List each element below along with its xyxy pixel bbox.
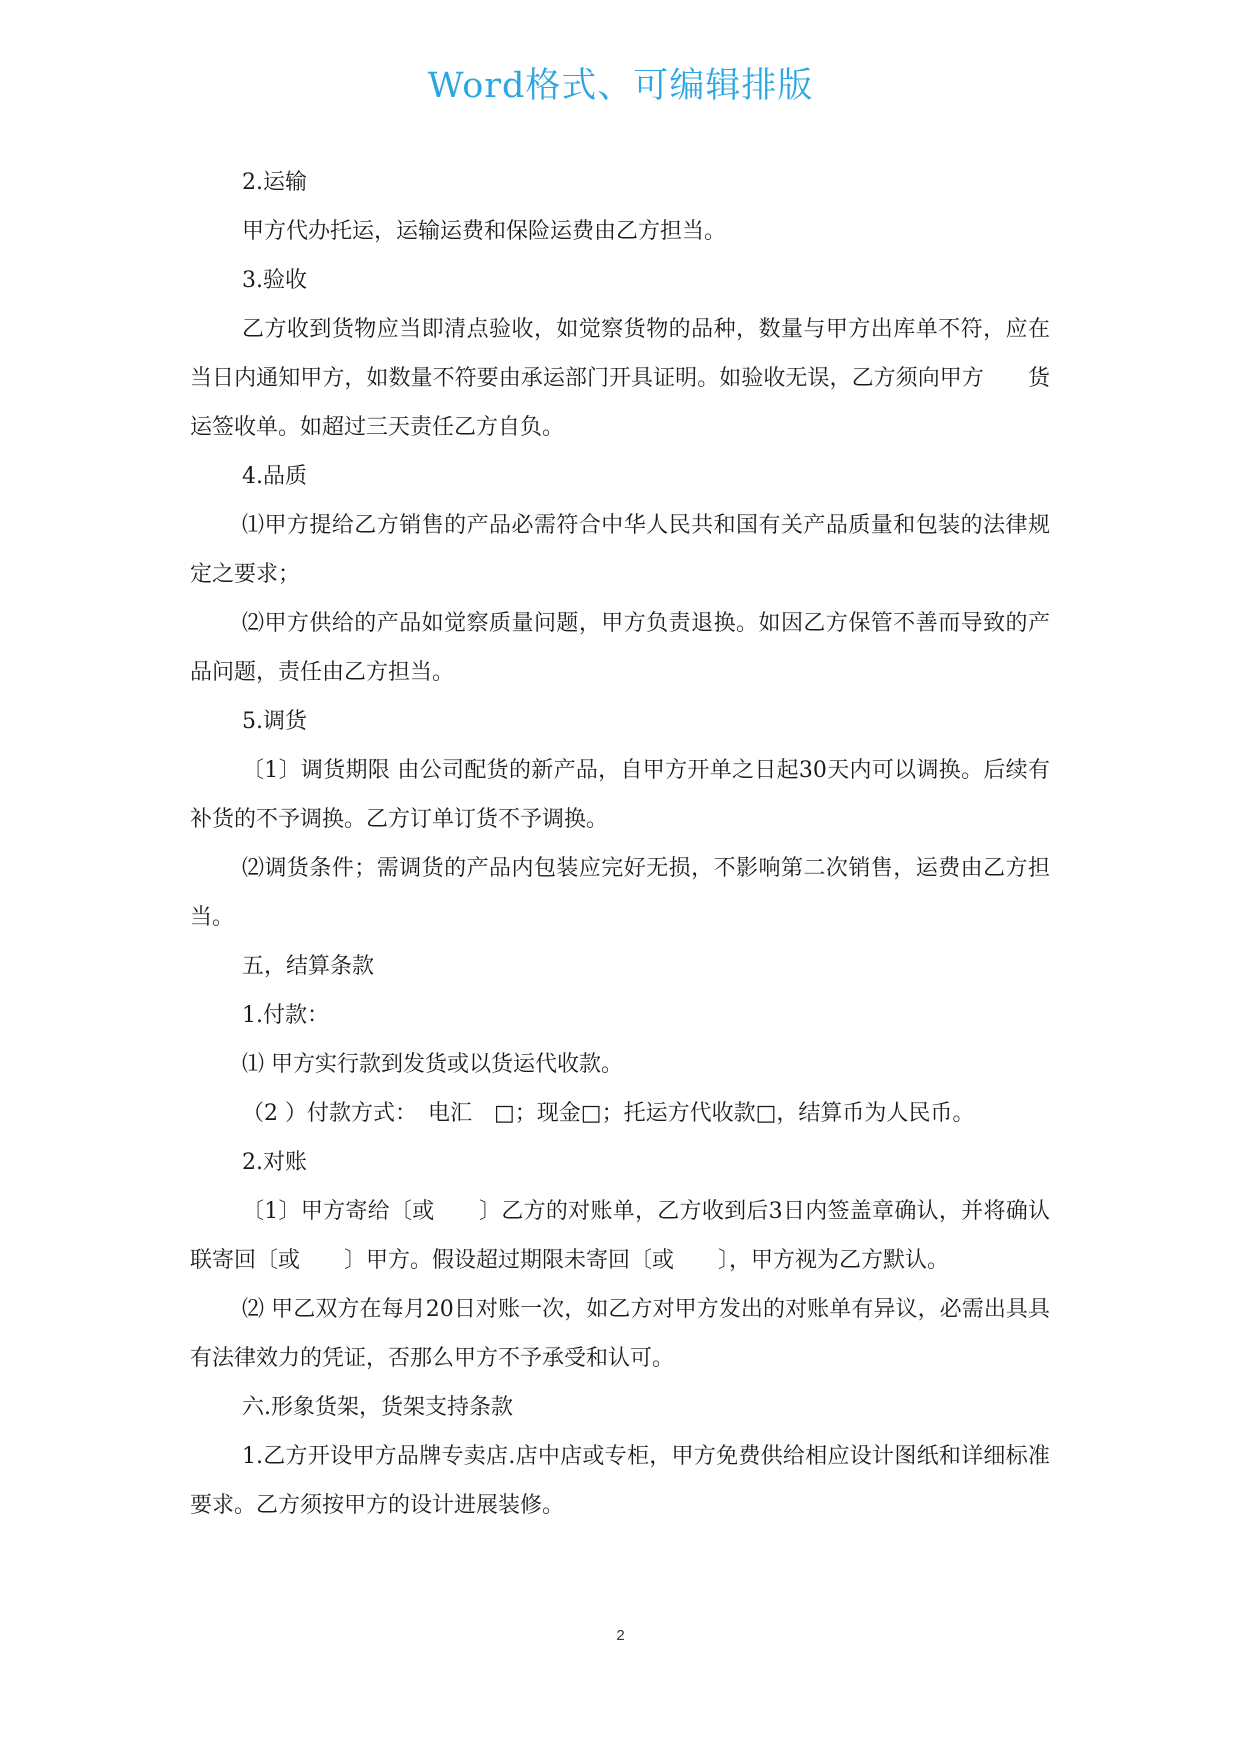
paragraph: 4.品质 xyxy=(242,464,307,489)
document-header-title: Word格式、可编辑排版 xyxy=(427,66,814,106)
paragraph: 2.对账 xyxy=(242,1150,307,1175)
paragraph: ⑵调货条件；需调货的产品内包装应完好无损，不影响第二次销售，运费由乙方担当。 xyxy=(190,856,1050,930)
paragraph: 5.调货 xyxy=(242,709,307,734)
paragraph: 1.乙方开设甲方品牌专卖店.店中店或专柜，甲方免费供给相应设计图纸和详细标准要求。乙方须按甲方的设计进展装修。 xyxy=(190,1444,1050,1518)
paragraph: 3.验收 xyxy=(242,268,307,293)
page-number: 2 xyxy=(616,1627,625,1644)
paragraph: （2 ）付款方式： 电汇 □；现金□；托运方代收款□，结算币为人民币。 xyxy=(242,1101,975,1126)
paragraph: 1.付款： xyxy=(242,1003,329,1028)
paragraph: 六.形象货架，货架支持条款 xyxy=(242,1395,513,1420)
paragraph: 乙方收到货物应当即清点验收，如觉察货物的品种，数量与甲方出库单不符，应在当日内通知甲方，如数量不符要由承运部门开具证明。如验收无误，乙方须向甲方 货运签收单。如超过三天责任乙方自负。 xyxy=(190,317,1050,440)
document-body xyxy=(190,158,1050,1530)
paragraph: 〔1〕甲方寄给〔或 〕乙方的对账单，乙方收到后3日内签盖章确认，并将确认联寄回〔或 〕甲方。假设超过期限未寄回〔或 〕，甲方视为乙方默认。 xyxy=(190,1199,1050,1273)
paragraph: 甲方代办托运，运输运费和保险运费由乙方担当。 xyxy=(242,219,727,244)
paragraph: ⑵ 甲乙双方在每月20日对账一次，如乙方对甲方发出的对账单有异议，必需出具具有法律效力的凭证，否那么甲方不予承受和认可。 xyxy=(190,1297,1050,1371)
paragraph: 五，结算条款 xyxy=(242,954,375,979)
paragraph: ⑴甲方提给乙方销售的产品必需符合中华人民共和国有关产品质量和包装的法律规定之要求； xyxy=(190,513,1050,587)
paragraph: ⑵甲方供给的产品如觉察质量问题，甲方负责退换。如因乙方保管不善而导致的产品问题，责任由乙方担当。 xyxy=(190,611,1050,685)
paragraph: 2.运输 xyxy=(242,170,307,195)
paragraph: 〔1〕调货期限 由公司配货的新产品，自甲方开单之日起30天内可以调换。后续有补货的不予调换。乙方订单订货不予调换。 xyxy=(190,758,1050,832)
paragraph: ⑴ 甲方实行款到发货或以货运代收款。 xyxy=(242,1052,623,1077)
